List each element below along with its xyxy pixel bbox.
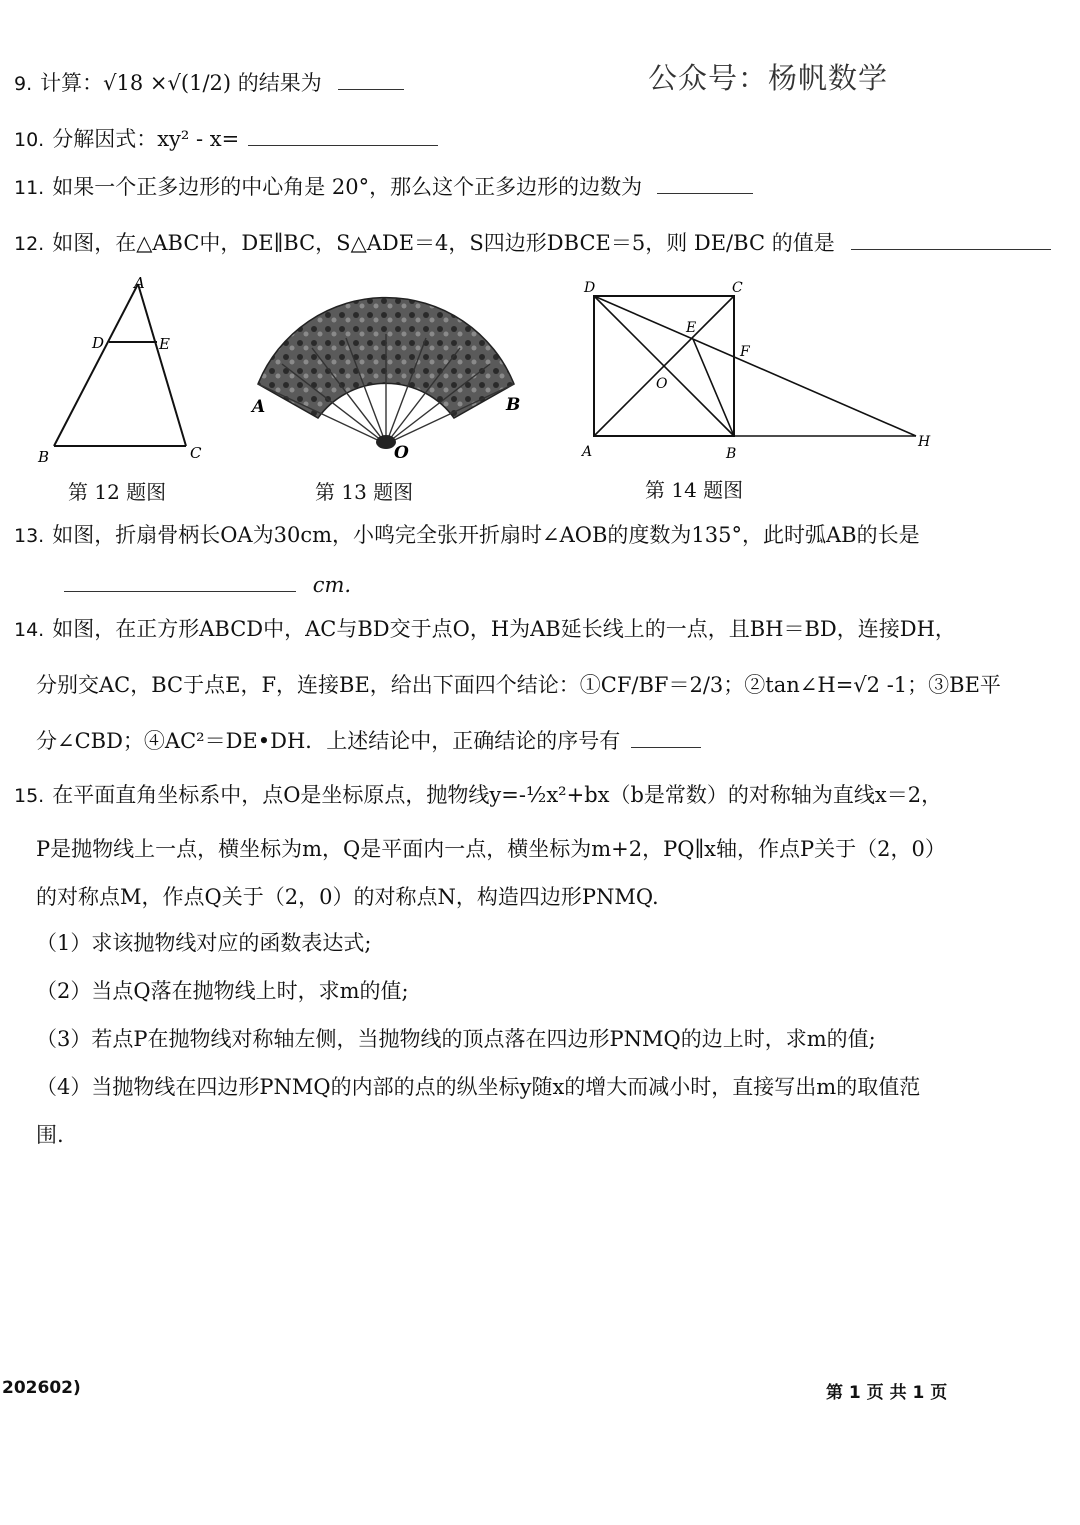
label-O: O bbox=[656, 376, 668, 392]
answer-blank[interactable] bbox=[248, 127, 438, 146]
question-15-part-2: （2）当点Q落在抛物线上时，求m的值; bbox=[36, 979, 409, 1003]
label-C: C bbox=[732, 280, 743, 296]
question-text: 分解因式：xy² - x= bbox=[52, 127, 240, 151]
label-O: O bbox=[394, 443, 409, 463]
question-15-line3: 的对称点M，作点Q关于（2，0）的对称点N，构造四边形PNMQ. bbox=[36, 885, 659, 909]
question-text: 计算：√18 ×√(1/2) 的结果为 bbox=[40, 71, 322, 95]
question-15-tail: 围. bbox=[36, 1123, 64, 1147]
question-15-part-4: （4）当抛物线在四边形PNMQ的内部的点的纵坐标y随x的增大而减小时，直接写出m的取值范 bbox=[36, 1075, 921, 1099]
question-text: 如图，在正方形ABCD中，AC与BD交于点O，H为AB延长线上的一点，且BH＝BD，连接DH， bbox=[52, 617, 956, 641]
question-number: 15. bbox=[14, 785, 45, 807]
figure-14-caption: 第 14 题图 bbox=[645, 478, 744, 502]
question-10 bbox=[14, 124, 438, 155]
question-text: 分∠CBD；④AC²＝DE•DH．上述结论中，正确结论的序号有 bbox=[36, 729, 621, 753]
label-A: A bbox=[134, 274, 145, 292]
watermark: 公众号：杨帆数学 bbox=[648, 61, 889, 95]
label-A: A bbox=[582, 444, 593, 460]
question-9 bbox=[14, 68, 404, 99]
question-number: 12. bbox=[14, 233, 45, 255]
answer-blank[interactable] bbox=[338, 71, 404, 90]
figure-13-caption: 第 13 题图 bbox=[315, 480, 414, 504]
footer-code: 202602) bbox=[2, 1378, 81, 1398]
question-13-answer-line bbox=[64, 570, 351, 600]
question-15-part-1: （1）求该抛物线对应的函数表达式; bbox=[36, 931, 372, 955]
label-B: B bbox=[506, 395, 521, 415]
question-12 bbox=[14, 228, 1051, 259]
label-E: E bbox=[159, 335, 170, 353]
question-text: 如果一个正多边形的中心角是 20°，那么这个正多边形的边数为 bbox=[52, 175, 643, 199]
question-number: 10. bbox=[14, 129, 45, 151]
question-15-line2: P是抛物线上一点，横坐标为m，Q是平面内一点，横坐标为m+2，PQ∥x轴，作点P关于（2，0） bbox=[36, 837, 946, 861]
question-15-part-3: （3）若点P在抛物线对称轴左侧，当抛物线的顶点落在四边形PNMQ的边上时，求m的值; bbox=[36, 1027, 876, 1051]
question-text: 如图，在△ABC中，DE∥BC，S△ADE＝4，S四边形DBCE＝5，则 DE/BC 的值是 bbox=[52, 231, 835, 255]
question-text: 在平面直角坐标系中，点O是坐标原点，抛物线y=-½x²+bx（b是常数）的对称轴为直线x＝2， bbox=[52, 783, 943, 807]
figure-12-caption: 第 12 题图 bbox=[68, 480, 167, 504]
question-11 bbox=[14, 172, 753, 203]
unit-label: cm. bbox=[312, 573, 352, 597]
label-C: C bbox=[190, 444, 202, 462]
figure-12-triangle bbox=[30, 272, 220, 472]
question-13 bbox=[14, 520, 920, 551]
question-text: 如图，折扇骨柄长OA为30cm，小鸣完全张开折扇时∠AOB的度数为135°，此时弧AB的长是 bbox=[52, 523, 920, 547]
answer-blank[interactable] bbox=[657, 175, 753, 194]
footer-page-number: 第 1 页 共 1 页 bbox=[826, 1383, 948, 1403]
answer-blank[interactable] bbox=[851, 231, 1051, 250]
label-E: E bbox=[686, 320, 697, 336]
label-A: A bbox=[252, 397, 266, 417]
label-D: D bbox=[584, 280, 596, 296]
question-14 bbox=[14, 614, 956, 645]
question-14-line3 bbox=[36, 726, 701, 756]
figure-13-fan bbox=[240, 296, 530, 466]
question-number: 14. bbox=[14, 619, 45, 641]
question-15 bbox=[14, 780, 942, 811]
question-number: 9. bbox=[14, 73, 33, 95]
label-D: D bbox=[92, 334, 105, 352]
question-14-line2: 分别交AC，BC于点E，F，连接BE，给出下面四个结论：①CF/BF＝2/3；②tan∠H=√2 -1；③BE平 bbox=[36, 673, 1001, 697]
question-number: 13. bbox=[14, 525, 45, 547]
label-F: F bbox=[740, 344, 750, 360]
answer-blank[interactable] bbox=[64, 573, 296, 592]
figure-14-square bbox=[576, 278, 946, 468]
question-number: 11. bbox=[14, 177, 45, 199]
label-H: H bbox=[918, 434, 931, 450]
label-B: B bbox=[726, 446, 737, 462]
answer-blank[interactable] bbox=[631, 729, 701, 748]
label-B: B bbox=[38, 448, 50, 466]
